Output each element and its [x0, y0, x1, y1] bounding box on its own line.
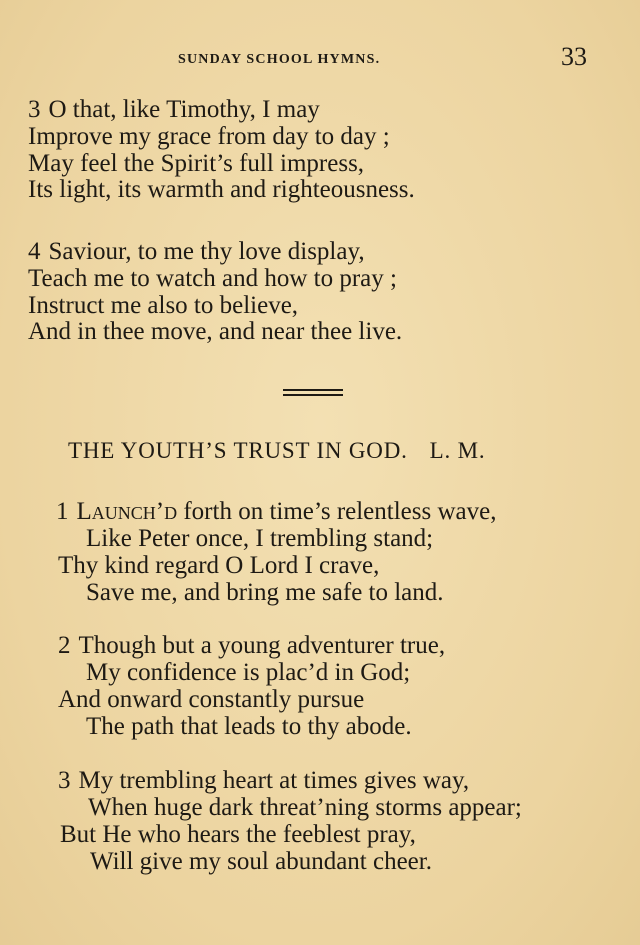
stanza-line: Instruct me also to believe,: [28, 292, 299, 319]
stanza-line: Teach me to watch and how to pray ;: [28, 265, 397, 292]
stanza-line: 4 Saviour, to me thy love display,: [28, 238, 365, 265]
stanza-line: 3 My trembling heart at times gives way,: [58, 767, 470, 794]
stanza-line: When huge dark threat’ning storms appear;: [88, 794, 522, 821]
stanza-number: 1: [56, 498, 69, 525]
stanza-line: Like Peter once, I trembling stand;: [86, 525, 434, 552]
stanza-number: 4: [28, 238, 41, 265]
stanza-number: 3: [28, 96, 41, 123]
stanza-line: 2 Though but a young adventurer true,: [58, 632, 446, 659]
stanza-line: Save me, and bring me safe to land.: [86, 579, 444, 606]
page-header: [0, 42, 640, 76]
stanza-line: And in thee move, and near thee live.: [28, 318, 403, 345]
stanza-line: My confidence is plac’d in God;: [86, 659, 411, 686]
stanza-line: Will give my soul abundant cheer.: [90, 848, 432, 875]
stanza-line: But He who hears the feeblest pray,: [60, 821, 416, 848]
section-divider: [283, 389, 343, 398]
hymn-meter: L. M.: [429, 438, 486, 463]
first-word: Launch’d: [76, 498, 178, 525]
stanza-line: 3 O that, like Timothy, I may: [28, 96, 320, 123]
stanza-line: May feel the Spirit’s full impress,: [28, 150, 365, 177]
stanza-line: Its light, its warmth and righteousness.: [28, 176, 415, 203]
running-title: SUNDAY SCHOOL HYMNS.: [178, 52, 381, 67]
stanza-number: 2: [58, 632, 71, 659]
page-number: 33: [561, 42, 587, 71]
hymn-title-text: THE YOUTH’S TRUST IN GOD.: [68, 438, 408, 463]
hymn-title: [68, 438, 485, 464]
stanza-line: Improve my grace from day to day ;: [28, 123, 390, 150]
stanza-number: 3: [58, 767, 71, 794]
stanza-line: The path that leads to thy abode.: [86, 713, 412, 740]
stanza-line: And onward constantly pursue: [58, 686, 365, 713]
stanza-line: 1 Launch’d forth on time’s relentless wave,: [56, 498, 497, 525]
stanza-line: Thy kind regard O Lord I crave,: [58, 552, 380, 579]
